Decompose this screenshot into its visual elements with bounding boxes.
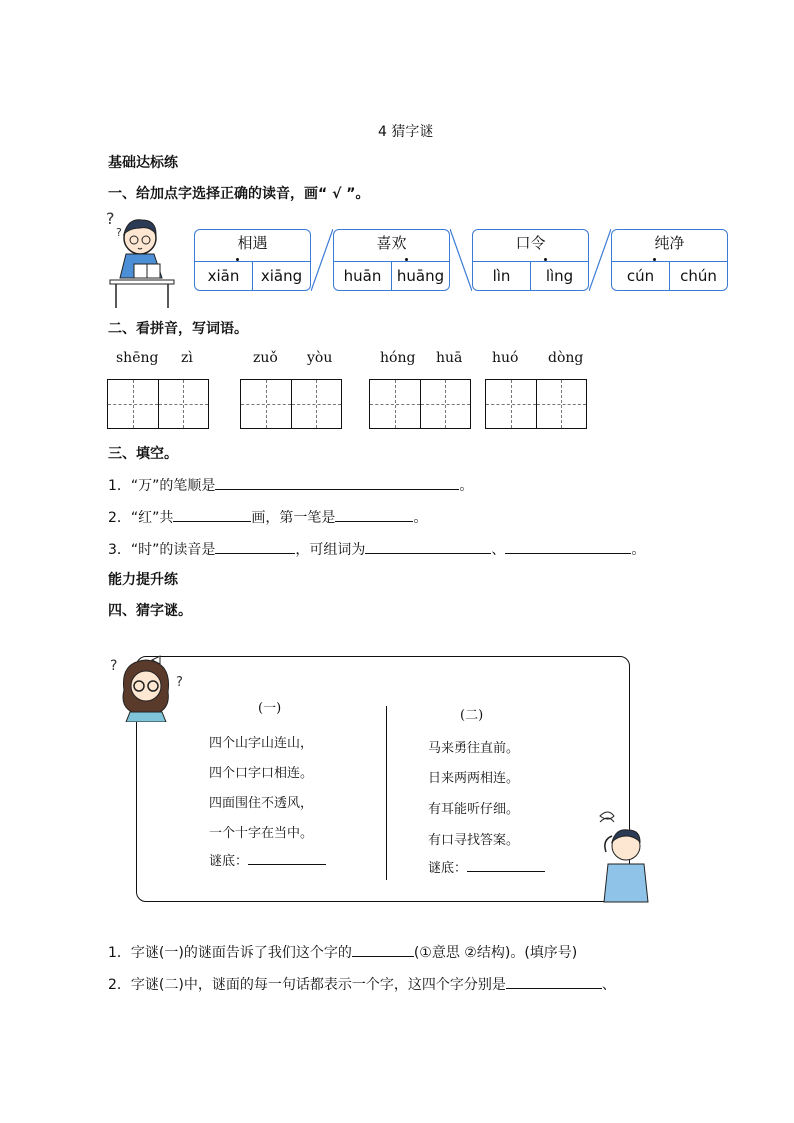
- q3-l2-text-b: 画，第一笔是: [251, 510, 336, 526]
- choice-box-1: [194, 229, 311, 291]
- q3-l3-text-c: 、: [491, 542, 506, 558]
- answer-blank[interactable]: [467, 857, 545, 872]
- writing-grid-4[interactable]: [485, 379, 587, 429]
- boy-confused-illustration: [594, 806, 654, 904]
- q3-l3-text-b: ，可组词为: [295, 542, 366, 558]
- q3-l3-text-a: 3．“时”的读音是: [108, 542, 216, 558]
- riddle-2-line-2: 日来两两相连。: [428, 771, 520, 786]
- answer-blank[interactable]: [335, 507, 413, 522]
- q4-sub-2: [108, 974, 616, 994]
- option-1a[interactable]: xiān: [207, 267, 240, 285]
- q3-line-2: [108, 507, 427, 527]
- svg-text:?: ?: [106, 209, 115, 228]
- answer-blank[interactable]: [248, 850, 326, 865]
- riddle-2-answer-label: 谜底：: [428, 861, 468, 876]
- section-basic-heading: 基础达标练: [108, 155, 178, 171]
- q3-l1-text: 1．“万”的笔顺是: [108, 478, 216, 494]
- riddle-2-line-4: 有口寻找答案。: [428, 833, 520, 848]
- riddle-1-line-4: 一个十字在当中。: [209, 826, 314, 841]
- answer-blank[interactable]: [173, 507, 251, 522]
- q3-l2-end: 。: [413, 510, 428, 526]
- pinyin-7: huó: [492, 350, 519, 366]
- q3-line-1: [108, 475, 473, 495]
- answer-blank[interactable]: [365, 539, 491, 554]
- riddle-1-line-2: 四个口字口相连。: [209, 766, 314, 781]
- riddle-1-line-3: 四面围住不透风，: [209, 796, 314, 811]
- option-4b[interactable]: chún: [669, 262, 727, 290]
- pinyin-4: yòu: [307, 350, 333, 366]
- choice-box-2: [333, 229, 450, 291]
- riddle-divider: [386, 706, 387, 880]
- svg-text:?: ?: [116, 226, 122, 239]
- choice-word-2: 喜欢: [376, 234, 407, 252]
- connector-slash: [589, 229, 611, 291]
- writing-grid-1[interactable]: [107, 379, 209, 429]
- riddle-2-label: (二): [460, 708, 484, 723]
- choice-box-3: [472, 229, 589, 291]
- choice-box-4: [611, 229, 728, 291]
- q4-sub-2-sep: 、: [601, 977, 616, 993]
- girl-thinking-illustration: [106, 650, 188, 722]
- writing-grid-3[interactable]: [369, 379, 471, 429]
- section-advanced-heading: 能力提升练: [108, 572, 178, 588]
- riddle-2-line-1: 马来勇往直前。: [428, 741, 520, 756]
- pinyin-3: zuǒ: [253, 350, 278, 366]
- q4-sub-1-options: (①意思 ②结构)。(填序号): [413, 945, 578, 961]
- writing-grid-2[interactable]: [240, 379, 342, 429]
- riddle-2-answer: [428, 857, 545, 876]
- pinyin-6: huā: [436, 350, 463, 366]
- option-3b[interactable]: lìng: [530, 262, 588, 290]
- q4-sub-1-text: 1．字谜(一)的谜面告诉了我们这个字的: [108, 945, 352, 961]
- q4-heading: 四、猜字谜。: [108, 603, 192, 619]
- q3-l1-end: 。: [459, 478, 474, 494]
- answer-blank[interactable]: [505, 539, 631, 554]
- option-3a[interactable]: lìn: [492, 267, 511, 285]
- option-2b[interactable]: huāng: [391, 262, 449, 290]
- pinyin-8: dòng: [548, 350, 584, 366]
- answer-blank[interactable]: [215, 539, 295, 554]
- q3-l3-end: 。: [631, 542, 646, 558]
- pinyin-2: zì: [181, 350, 193, 366]
- page-title: 4 猜字谜: [378, 124, 434, 140]
- option-1b[interactable]: xiāng: [252, 262, 310, 290]
- connector-slash: [311, 229, 333, 291]
- answer-blank[interactable]: [352, 942, 414, 957]
- choice-word-4: 纯净: [654, 234, 685, 252]
- q1-heading: 一、给加点字选择正确的读音，画“ √ ”。: [108, 186, 370, 202]
- option-4a[interactable]: cún: [626, 267, 655, 285]
- riddle-1-answer-label: 谜底：: [209, 854, 249, 869]
- svg-text:?: ?: [176, 675, 183, 690]
- riddle-1-answer: [209, 850, 326, 869]
- option-2a[interactable]: huān: [343, 267, 382, 285]
- q3-l2-text-a: 2．“红”共: [108, 510, 174, 526]
- pinyin-5: hóng: [380, 350, 416, 366]
- q3-heading: 三、填空。: [108, 446, 178, 462]
- q4-sub-2-text: 2．字谜(二)中，谜面的每一句话都表示一个字，这四个字分别是: [108, 977, 506, 993]
- riddle-1-line-1: 四个山字山连山，: [209, 736, 314, 751]
- q2-heading: 二、看拼音，写词语。: [108, 321, 248, 337]
- connector-slash: [450, 229, 472, 291]
- pinyin-1: shēng: [116, 350, 159, 366]
- q4-sub-1: [108, 942, 577, 962]
- answer-blank[interactable]: [506, 974, 602, 989]
- answer-blank[interactable]: [215, 475, 459, 490]
- choice-word-3: 口令: [515, 234, 546, 252]
- boy-thinking-illustration: [104, 206, 180, 310]
- svg-text:?: ?: [110, 658, 118, 674]
- riddle-1-label: (一): [258, 701, 282, 716]
- choice-word-1: 相遇: [237, 234, 268, 252]
- riddle-2-line-3: 有耳能听仔细。: [428, 802, 520, 817]
- q3-line-3: [108, 539, 645, 559]
